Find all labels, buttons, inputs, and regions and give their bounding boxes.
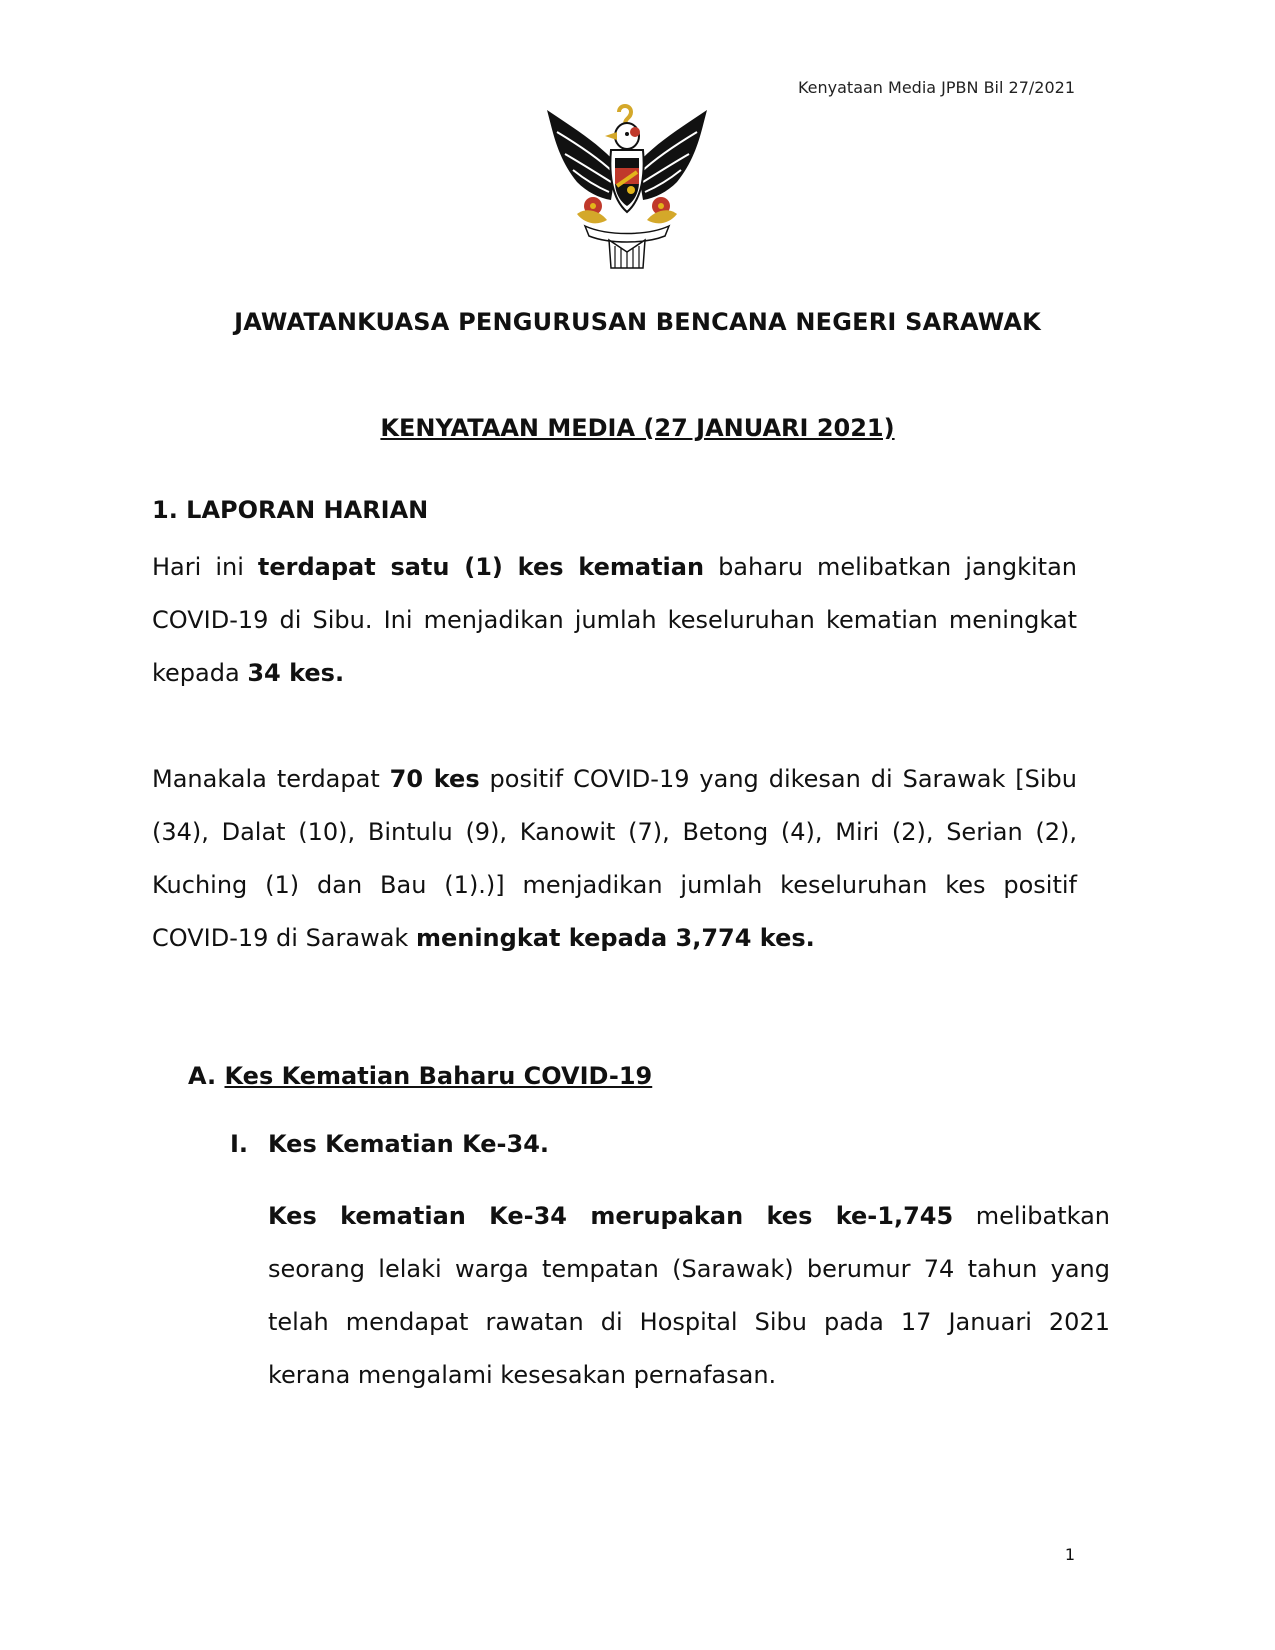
section-heading-laporan-harian: 1. LAPORAN HARIAN	[152, 496, 429, 524]
bold-text-run: meningkat kepada 3,774 kes.	[415, 924, 815, 952]
document-title: KENYATAAN MEDIA (27 JANUARI 2021)	[380, 414, 895, 442]
paragraph-death-details	[268, 1190, 1110, 1402]
roman-numeral: I.	[230, 1130, 249, 1158]
bold-text-run: terdapat satu (1) kes kematian	[257, 553, 705, 581]
subsection-heading-a	[188, 1062, 652, 1090]
text-run: Hari ini	[152, 553, 258, 581]
text-run: melibatkan seorang lelaki warga tempatan (Sarawak) berumur 74 tahun yang telah mendapat rawatan di Hospital Sibu pada 17 Januari 2021 kerana mengalami kesesakan pernafasan.	[268, 1202, 1111, 1389]
text-run: baharu melibatkan jangkitan COVID-19 di Sibu. Ini menjadikan jumlah keseluruhan kematian meningkat kepada	[152, 553, 1078, 687]
paragraph-positive-cases	[152, 753, 1077, 965]
subsection-heading-i	[230, 1130, 549, 1158]
bold-text-run: Kes kematian Ke-34 merupakan kes ke-1,745	[268, 1202, 954, 1230]
organization-title: JAWATANKUASA PENGURUSAN BENCANA NEGERI SARAWAK	[234, 308, 1041, 336]
bold-text-run: 34 kes.	[247, 659, 345, 687]
paragraph-death-report	[152, 541, 1077, 700]
document-reference: Kenyataan Media JPBN Bil 27/2021	[797, 78, 1075, 97]
bold-text-run: 70 kes	[389, 765, 480, 793]
text-run: positif COVID-19 yang dikesan di Sarawak [Sibu (34), Dalat (10), Bintulu (9), Kanowit (7), Betong (4), Miri (2), Serian (2), Kuching (1) dan Bau (1).)] menjadikan jumlah keseluruhan kes positif COVID-19 di Sarawak	[152, 765, 1077, 952]
subsection-title: Kes Kematian Baharu COVID-19	[224, 1062, 653, 1090]
subsection-i-title: Kes Kematian Ke-34.	[268, 1130, 550, 1158]
coat-of-arms-icon	[547, 102, 707, 270]
page-number: 1	[1064, 1545, 1075, 1564]
text-run: Manakala terdapat	[152, 765, 390, 793]
subsection-letter: A.	[188, 1062, 225, 1090]
